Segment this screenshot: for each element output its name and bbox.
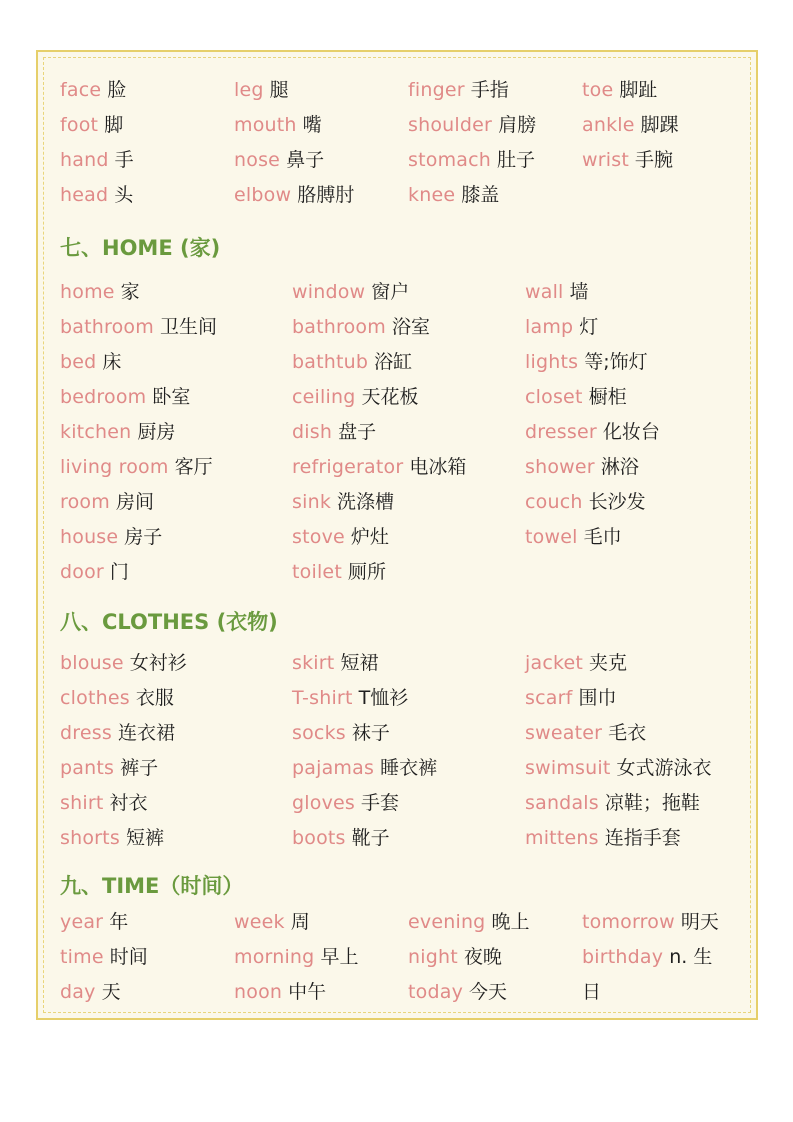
chinese-meaning: n. 生 bbox=[669, 946, 713, 968]
vocab-item bbox=[408, 975, 507, 1010]
english-word: gloves bbox=[292, 792, 355, 814]
vocab-item bbox=[60, 380, 190, 415]
vocab-item bbox=[525, 786, 700, 821]
english-word: sweater bbox=[525, 722, 603, 744]
vocab-item bbox=[234, 143, 324, 178]
english-word: sink bbox=[292, 491, 332, 513]
chinese-meaning: 房间 bbox=[115, 491, 154, 513]
vocab-row bbox=[0, 751, 793, 786]
chinese-meaning: 卧室 bbox=[152, 386, 191, 408]
vocab-row bbox=[0, 555, 793, 590]
vocab-item bbox=[234, 940, 358, 975]
chinese-meaning: 夹克 bbox=[589, 652, 628, 674]
chinese-meaning: 等;饰灯 bbox=[584, 351, 648, 373]
english-word: evening bbox=[408, 911, 486, 933]
chinese-meaning: 衬衣 bbox=[109, 792, 148, 814]
section-heading-time: 九、TIME（时间） bbox=[60, 874, 244, 898]
english-word: time bbox=[60, 946, 104, 968]
vocab-item bbox=[408, 108, 536, 143]
english-word: pajamas bbox=[292, 757, 375, 779]
english-word: leg bbox=[234, 79, 264, 101]
chinese-meaning: 明天 bbox=[680, 911, 719, 933]
chinese-meaning: 围巾 bbox=[578, 687, 617, 709]
vocab-item bbox=[60, 905, 128, 940]
vocab-item bbox=[525, 485, 646, 520]
vocab-item bbox=[60, 450, 213, 485]
vocab-item bbox=[582, 143, 673, 178]
vocab-item bbox=[234, 178, 354, 213]
chinese-meaning: 厕所 bbox=[347, 561, 386, 583]
vocab-row bbox=[0, 178, 793, 213]
chinese-meaning: 连衣裙 bbox=[117, 722, 175, 744]
chinese-meaning: 凉鞋；拖鞋 bbox=[604, 792, 700, 814]
chinese-meaning: 时间 bbox=[109, 946, 148, 968]
vocab-row bbox=[0, 646, 793, 681]
chinese-meaning: 客厅 bbox=[174, 456, 213, 478]
english-word: jacket bbox=[525, 652, 584, 674]
vocab-item bbox=[60, 345, 121, 380]
english-word: dresser bbox=[525, 421, 597, 443]
vocab-row bbox=[0, 108, 793, 143]
vocab-row bbox=[0, 905, 793, 940]
english-word: boots bbox=[292, 827, 346, 849]
vocab-row bbox=[0, 143, 793, 178]
chinese-meaning: 衣服 bbox=[135, 687, 174, 709]
english-word: ankle bbox=[582, 114, 635, 136]
vocab-item bbox=[60, 275, 140, 310]
vocab-item bbox=[525, 821, 681, 856]
chinese-meaning: 手套 bbox=[361, 792, 400, 814]
chinese-meaning: 女衬衫 bbox=[129, 652, 187, 674]
chinese-meaning: 窗户 bbox=[371, 281, 410, 303]
chinese-meaning: 厨房 bbox=[137, 421, 176, 443]
chinese-meaning: 脚 bbox=[104, 114, 124, 136]
chinese-meaning: 夜晚 bbox=[463, 946, 502, 968]
chinese-meaning: 周 bbox=[290, 911, 310, 933]
english-word: dish bbox=[292, 421, 333, 443]
english-word: living room bbox=[60, 456, 169, 478]
vocab-item bbox=[292, 681, 408, 716]
vocab-row bbox=[0, 681, 793, 716]
english-word: finger bbox=[408, 79, 465, 101]
english-word: door bbox=[60, 561, 104, 583]
english-word: stove bbox=[292, 526, 345, 548]
vocab-row bbox=[0, 345, 793, 380]
chinese-meaning: 连指手套 bbox=[604, 827, 681, 849]
vocab-item bbox=[292, 415, 376, 450]
vocab-row bbox=[0, 275, 793, 310]
vocab-row bbox=[0, 940, 793, 975]
chinese-meaning: 裤子 bbox=[120, 757, 159, 779]
chinese-meaning: 短裙 bbox=[340, 652, 379, 674]
vocab-item bbox=[525, 716, 646, 751]
english-word: night bbox=[408, 946, 458, 968]
vocab-item bbox=[292, 786, 399, 821]
vocab-item bbox=[60, 520, 162, 555]
vocab-item bbox=[60, 975, 121, 1010]
vocab-row bbox=[0, 485, 793, 520]
vocab-item bbox=[525, 520, 622, 555]
vocab-item bbox=[60, 681, 174, 716]
english-word: closet bbox=[525, 386, 583, 408]
english-word: knee bbox=[408, 184, 456, 206]
english-word: bathroom bbox=[60, 316, 154, 338]
english-word: shoulder bbox=[408, 114, 493, 136]
vocab-row bbox=[0, 415, 793, 450]
chinese-meaning: 短裤 bbox=[125, 827, 164, 849]
english-word: lights bbox=[525, 351, 579, 373]
english-word: shirt bbox=[60, 792, 104, 814]
chinese-meaning: 日 bbox=[582, 981, 602, 1003]
chinese-meaning: 膝盖 bbox=[461, 184, 500, 206]
vocab-item bbox=[408, 143, 535, 178]
vocab-item bbox=[525, 450, 639, 485]
chinese-meaning: 浴缸 bbox=[374, 351, 413, 373]
vocab-item bbox=[292, 520, 389, 555]
chinese-meaning: 今天 bbox=[469, 981, 508, 1003]
vocab-item bbox=[234, 905, 310, 940]
english-word: room bbox=[60, 491, 110, 513]
chinese-meaning: 房子 bbox=[124, 526, 163, 548]
vocab-row bbox=[0, 73, 793, 108]
english-word: morning bbox=[234, 946, 315, 968]
english-word: bed bbox=[60, 351, 97, 373]
english-word: skirt bbox=[292, 652, 335, 674]
vocab-row bbox=[0, 380, 793, 415]
vocab-item bbox=[525, 345, 648, 380]
vocab-item bbox=[525, 751, 712, 786]
english-word: stomach bbox=[408, 149, 492, 171]
vocab-item bbox=[60, 73, 126, 108]
vocab-item bbox=[525, 380, 627, 415]
vocab-item bbox=[60, 716, 175, 751]
english-word: shower bbox=[525, 456, 595, 478]
vocab-item bbox=[292, 646, 378, 681]
vocab-item bbox=[525, 310, 598, 345]
english-word: T-shirt bbox=[292, 687, 353, 709]
english-word: kitchen bbox=[60, 421, 132, 443]
english-word: towel bbox=[525, 526, 578, 548]
vocab-item bbox=[525, 646, 627, 681]
vocab-item bbox=[408, 905, 529, 940]
vocab-row bbox=[0, 821, 793, 856]
chinese-meaning: 卫生间 bbox=[159, 316, 217, 338]
english-word: week bbox=[234, 911, 285, 933]
chinese-meaning: 门 bbox=[109, 561, 129, 583]
english-word: window bbox=[292, 281, 366, 303]
vocab-item bbox=[408, 73, 509, 108]
english-word: home bbox=[60, 281, 115, 303]
chinese-meaning: 炉灶 bbox=[350, 526, 389, 548]
vocab-item bbox=[60, 108, 123, 143]
chinese-meaning: 年 bbox=[109, 911, 129, 933]
vocab-item bbox=[234, 975, 326, 1010]
chinese-meaning: 天花板 bbox=[361, 386, 419, 408]
vocab-item bbox=[582, 940, 712, 975]
chinese-meaning: 嘴 bbox=[302, 114, 322, 136]
chinese-meaning: 长沙发 bbox=[588, 491, 646, 513]
english-word: refrigerator bbox=[292, 456, 404, 478]
chinese-meaning: 胳膊肘 bbox=[297, 184, 355, 206]
chinese-meaning: 手指 bbox=[470, 79, 509, 101]
english-word: face bbox=[60, 79, 102, 101]
english-word: nose bbox=[234, 149, 281, 171]
chinese-meaning: 睡衣裤 bbox=[380, 757, 438, 779]
vocab-row bbox=[0, 786, 793, 821]
chinese-meaning: 靴子 bbox=[351, 827, 390, 849]
english-word: elbow bbox=[234, 184, 292, 206]
vocab-item bbox=[60, 646, 187, 681]
vocab-item bbox=[60, 940, 148, 975]
chinese-meaning: 盘子 bbox=[338, 421, 377, 443]
vocab-item bbox=[292, 450, 466, 485]
english-word: pants bbox=[60, 757, 115, 779]
chinese-meaning: 床 bbox=[102, 351, 122, 373]
vocab-row bbox=[0, 520, 793, 555]
english-word: birthday bbox=[582, 946, 664, 968]
english-word: wrist bbox=[582, 149, 629, 171]
chinese-meaning: 浴室 bbox=[391, 316, 430, 338]
vocab-item bbox=[292, 310, 430, 345]
vocab-item bbox=[292, 380, 419, 415]
english-word: sandals bbox=[525, 792, 599, 814]
english-word: day bbox=[60, 981, 96, 1003]
english-word: blouse bbox=[60, 652, 124, 674]
chinese-meaning: 毛巾 bbox=[583, 526, 622, 548]
chinese-meaning: 鼻子 bbox=[286, 149, 325, 171]
english-word: dress bbox=[60, 722, 112, 744]
chinese-meaning: 毛衣 bbox=[608, 722, 647, 744]
chinese-meaning: 家 bbox=[120, 281, 140, 303]
chinese-meaning: 中午 bbox=[288, 981, 327, 1003]
english-word: socks bbox=[292, 722, 346, 744]
vocab-item bbox=[60, 178, 133, 213]
vocab-item bbox=[60, 143, 134, 178]
vocab-row bbox=[0, 450, 793, 485]
english-word: house bbox=[60, 526, 119, 548]
vocab-item bbox=[60, 786, 148, 821]
chinese-meaning: 肩膀 bbox=[498, 114, 537, 136]
vocab-item bbox=[292, 821, 390, 856]
chinese-meaning: 早上 bbox=[320, 946, 359, 968]
vocab-item bbox=[525, 275, 589, 310]
vocab-item bbox=[60, 310, 217, 345]
vocab-item bbox=[292, 345, 412, 380]
english-word: swimsuit bbox=[525, 757, 611, 779]
vocab-item bbox=[292, 275, 409, 310]
chinese-meaning: 橱柜 bbox=[588, 386, 627, 408]
english-word: toe bbox=[582, 79, 614, 101]
chinese-meaning: 肚子 bbox=[497, 149, 536, 171]
chinese-meaning: 洗涤槽 bbox=[337, 491, 395, 513]
english-word: lamp bbox=[525, 316, 574, 338]
english-word: hand bbox=[60, 149, 109, 171]
english-word: foot bbox=[60, 114, 99, 136]
english-word: couch bbox=[525, 491, 583, 513]
vocab-item bbox=[60, 555, 129, 590]
english-word: tomorrow bbox=[582, 911, 675, 933]
chinese-meaning: 化妆台 bbox=[602, 421, 660, 443]
chinese-meaning: 灯 bbox=[579, 316, 599, 338]
vocab-item bbox=[582, 108, 679, 143]
chinese-meaning: 手腕 bbox=[634, 149, 673, 171]
chinese-meaning: 脚趾 bbox=[619, 79, 658, 101]
english-word: mittens bbox=[525, 827, 599, 849]
section-heading-home: 七、HOME (家) bbox=[60, 236, 221, 260]
chinese-meaning: 晚上 bbox=[491, 911, 530, 933]
english-word: mouth bbox=[234, 114, 297, 136]
chinese-meaning: 头 bbox=[114, 184, 134, 206]
vocab-item bbox=[60, 415, 175, 450]
vocab-item bbox=[60, 751, 158, 786]
english-word: noon bbox=[234, 981, 283, 1003]
chinese-meaning: 淋浴 bbox=[600, 456, 639, 478]
chinese-meaning: 袜子 bbox=[351, 722, 390, 744]
english-word: today bbox=[408, 981, 464, 1003]
vocab-item bbox=[582, 975, 601, 1010]
vocab-item bbox=[234, 108, 322, 143]
english-word: wall bbox=[525, 281, 564, 303]
english-word: bedroom bbox=[60, 386, 147, 408]
vocab-item bbox=[582, 73, 657, 108]
chinese-meaning: T恤衫 bbox=[358, 687, 409, 709]
vocab-item bbox=[408, 178, 499, 213]
chinese-meaning: 女式游泳衣 bbox=[616, 757, 712, 779]
chinese-meaning: 天 bbox=[101, 981, 121, 1003]
english-word: toilet bbox=[292, 561, 342, 583]
vocab-item bbox=[292, 716, 390, 751]
chinese-meaning: 墙 bbox=[569, 281, 589, 303]
english-word: head bbox=[60, 184, 109, 206]
chinese-meaning: 手 bbox=[114, 149, 134, 171]
vocab-item bbox=[525, 681, 617, 716]
vocab-item bbox=[292, 751, 437, 786]
vocab-item bbox=[60, 821, 164, 856]
english-word: bathroom bbox=[292, 316, 386, 338]
chinese-meaning: 脸 bbox=[107, 79, 127, 101]
vocab-row bbox=[0, 716, 793, 751]
section-heading-clothes: 八、CLOTHES (衣物) bbox=[60, 610, 278, 634]
vocab-item bbox=[292, 555, 386, 590]
vocab-item bbox=[408, 940, 502, 975]
vocab-row bbox=[0, 975, 793, 1010]
english-word: year bbox=[60, 911, 104, 933]
chinese-meaning: 腿 bbox=[269, 79, 289, 101]
vocab-row bbox=[0, 310, 793, 345]
vocab-item bbox=[525, 415, 660, 450]
english-word: shorts bbox=[60, 827, 120, 849]
english-word: scarf bbox=[525, 687, 573, 709]
english-word: clothes bbox=[60, 687, 130, 709]
chinese-meaning: 脚踝 bbox=[640, 114, 679, 136]
vocab-item bbox=[60, 485, 154, 520]
chinese-meaning: 电冰箱 bbox=[409, 456, 467, 478]
english-word: ceiling bbox=[292, 386, 356, 408]
vocab-item bbox=[234, 73, 289, 108]
vocab-item bbox=[582, 905, 719, 940]
english-word: bathtub bbox=[292, 351, 369, 373]
vocab-item bbox=[292, 485, 394, 520]
